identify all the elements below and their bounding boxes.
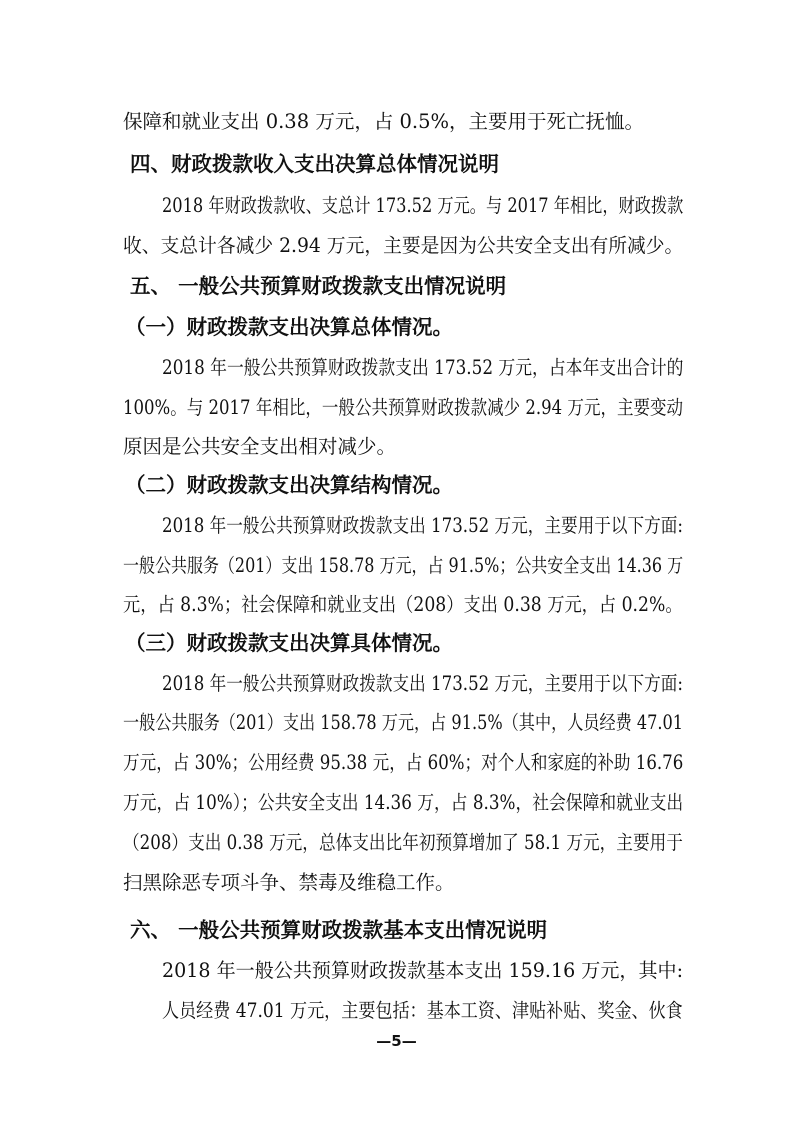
body-text-line: 人员经费 47.01 万元，主要包括：基本工资、津贴补贴、奖金、伙食 [162, 999, 683, 1022]
body-text-line: 2018 年一般公共预算财政拨款支出 173.52 万元，主要用于以下方面: [162, 672, 684, 695]
body-text-line: 2018 年财政拨款收、支总计 173.52 万元。与 2017 年相比，财政拨款 [162, 194, 684, 217]
body-text-line: 一般公共服务（201）支出 158.78 万元，占 91.5%（其中，人员经费 47.01 [123, 711, 684, 734]
subsection-heading: （一）财政拨款支出决算总体情况。 [125, 315, 453, 339]
body-text-line: 万元，占 10%）；公共安全支出 14.36 万，占 8.3%，社会保障和就业支出 [123, 791, 684, 814]
section-heading: 六、 一般公共预算财政拨款基本支出情况说明 [130, 918, 548, 942]
body-text-line: 万元，占 30%；公用经费 95.38 元，占 60%；对个人和家庭的补助 16.76 [123, 751, 684, 774]
subsection-heading: （三）财政拨款支出决算具体情况。 [125, 631, 453, 655]
body-text-line: 2018 年一般公共预算财政拨款基本支出 159.16 万元，其中: [162, 959, 684, 982]
section-heading: 四、财政拨款收入支出决算总体情况说明 [130, 152, 499, 176]
page-number: —5— [376, 1032, 417, 1050]
body-text-line: 扫黑除恶专项斗争、禁毒及维稳工作。 [123, 871, 455, 894]
body-text-line: 保障和就业支出 0.38 万元，占 0.5%，主要用于死亡抚恤。 [123, 110, 645, 133]
body-text-line: 100%。与 2017 年相比，一般公共预算财政拨款减少 2.94 万元，主要变动 [123, 396, 684, 419]
body-text-line: 原因是公共安全支出相对减少。 [123, 435, 397, 458]
body-text-line: 一般公共服务（201）支出 158.78 万元，占 91.5%；公共安全支出 14.36 万 [123, 554, 684, 577]
body-text-line: 2018 年一般公共预算财政拨款支出 173.52 万元，占本年支出合计的 [162, 356, 684, 379]
body-text-line: 元，占 8.3%；社会保障和就业支出（208）支出 0.38 万元，占 0.2%。 [123, 593, 683, 616]
body-text-line: （208）支出 0.38 万元，总体支出比年初预算增加了 58.1 万元，主要用于 [123, 831, 683, 854]
section-heading: 五、 一般公共预算财政拨款支出情况说明 [130, 274, 507, 298]
body-text-line: 2018 年一般公共预算财政拨款支出 173.52 万元，主要用于以下方面: [162, 514, 684, 537]
subsection-heading: （二）财政拨款支出决算结构情况。 [125, 473, 453, 497]
body-text-line: 收、支总计各减少 2.94 万元，主要是因为公共安全支出有所减少。 [123, 234, 684, 257]
